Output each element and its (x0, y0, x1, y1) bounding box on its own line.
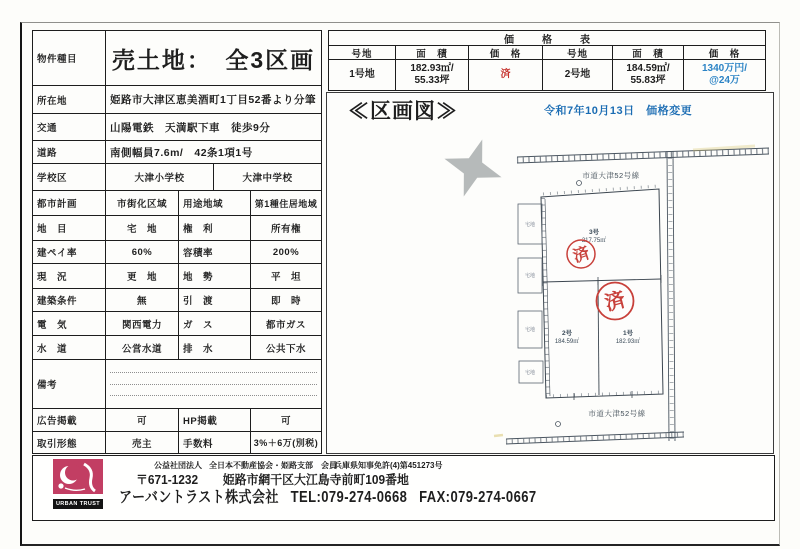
top-road-label: 市道大津52号線 (582, 171, 640, 180)
row-school (33, 164, 321, 191)
row-conditions (33, 289, 321, 312)
header-area: 面 積 (396, 46, 469, 59)
lot1-area: 182.93㎡ (615, 339, 641, 345)
transit-value: 山陽電鉄 天満駅下車 徒歩9分 (110, 121, 271, 134)
row-transaction (33, 432, 321, 453)
handover-value: 即 時 (270, 296, 301, 307)
survey-map (327, 93, 771, 451)
lot3-name: 3号 (588, 229, 600, 236)
zoning-value: 第1種住居地域 (254, 198, 318, 209)
zoning-label: 用途地域 (179, 191, 251, 215)
lot2-area: 184.59㎡ (554, 339, 580, 345)
transit-label: 交通 (33, 114, 106, 140)
school-junior: 大津中学校 (242, 173, 293, 184)
lot2-area-tsubo: 55.83坪 (630, 75, 666, 86)
license-number: 兵庫県知事免許(4)第451273号 (334, 461, 443, 470)
location-value: 姫路市大津区恵美酒町1丁目52番より分筆 (110, 94, 317, 106)
ad-label: 広告掲載 (33, 409, 106, 431)
hp-label: HP掲載 (179, 409, 251, 431)
road-value: 南側幅員7.6m/ 42条1項1号 (110, 146, 253, 159)
memo-dotted-line (110, 362, 317, 373)
floor-ratio-value: 200% (272, 246, 300, 258)
road-label: 道路 (33, 141, 106, 163)
top-road (517, 148, 769, 163)
lot2-area-sqm: 184.59㎡/ (626, 63, 670, 75)
fax: FAX:079-274-0667 (419, 489, 537, 506)
conditions-label: 建築条件 (33, 289, 106, 311)
lot1-area-tsubo: 55.33坪 (414, 75, 450, 86)
association-prefix: 公益社団法人 (154, 461, 202, 470)
header-price: 価 格 (708, 48, 741, 60)
transaction-label: 取引形態 (33, 432, 106, 453)
property-type-label: 物件種目 (33, 31, 106, 85)
postal-code: 〒671-1232 (136, 473, 199, 487)
drainage-value: 公共下水 (265, 343, 306, 355)
floor-ratio-label: 容積率 (179, 241, 251, 263)
lot2-name: 2号 (561, 330, 573, 337)
neighbor-label: 宅地 (524, 327, 536, 333)
row-city-plan (33, 191, 321, 216)
urban-trust-logo-icon (53, 459, 103, 494)
memo-dotted-line (110, 396, 317, 406)
price-change-note: 令和7年10月13日 価格変更 (544, 105, 693, 117)
price-table-title: 価 格 表 (329, 31, 765, 46)
right-road (667, 151, 675, 441)
property-type-value: 売土地： 全3区画 (111, 46, 316, 73)
row-location (33, 86, 321, 114)
neighbor-label: 宅地 (524, 222, 536, 228)
row-water (33, 336, 321, 360)
lot1-name: 1号 (622, 330, 634, 337)
header-lot: 号地 (543, 46, 613, 59)
highlight-mark (494, 435, 503, 436)
company-name: アーバントラスト株式会社 (119, 489, 279, 506)
memo-dotted-line (110, 373, 317, 384)
company-line (119, 485, 548, 507)
rights-label: 権 利 (179, 216, 251, 240)
sold-stamp-text: 済 (571, 244, 592, 266)
land-category-label: 地 目 (33, 216, 106, 240)
lot2-area (613, 60, 684, 90)
lot2-name: 2号地 (543, 60, 613, 90)
neighbor-label: 宅地 (524, 273, 536, 279)
fee-label: 手数料 (179, 432, 251, 453)
terrain-label: 地 勢 (179, 264, 251, 288)
address: 姫路市網干区大江島寺前町109番地 (222, 473, 409, 487)
conditions-value: 無 (106, 289, 179, 311)
water-value: 公営水道 (106, 336, 179, 359)
coverage-value: 60% (106, 241, 179, 263)
electricity-label: 電 気 (33, 312, 106, 335)
sold-stamp-text: 済 (602, 288, 628, 316)
gas-value: 都市ガス (265, 319, 306, 331)
row-transit (33, 114, 321, 141)
gas-label: ガ ス (179, 312, 251, 335)
row-advertising (33, 409, 321, 432)
main-parcel (541, 186, 663, 398)
price-table-header (329, 46, 765, 60)
neighbor-label: 宅地 (524, 370, 536, 376)
memo-dotted-line (110, 385, 317, 396)
row-electricity (33, 312, 321, 336)
neighbor-parcels (518, 204, 543, 383)
city-plan-value: 市街化区域 (106, 191, 179, 215)
terrain-value: 平 坦 (270, 272, 301, 283)
header-price: 価 格 (469, 46, 543, 59)
fee-value: 3%＋6万(別税) (253, 438, 319, 448)
compass-star-icon (435, 130, 511, 206)
location-label: 所在地 (33, 86, 106, 113)
school-elementary: 大津小学校 (106, 164, 214, 190)
status-value: 更 地 (106, 264, 179, 288)
hp-value: 可 (280, 416, 291, 427)
lot3-area: 217.75㎡ (581, 238, 607, 244)
city-plan-label: 都市計画 (33, 191, 106, 215)
row-coverage (33, 241, 321, 264)
survey-point-icon (577, 181, 582, 186)
lot1-area-sqm: 182.93㎡/ (410, 63, 454, 75)
lot2-price-unit: @24万 (709, 75, 740, 86)
row-memo (33, 360, 321, 409)
footer (32, 455, 775, 521)
rights-value: 所有権 (270, 224, 301, 235)
transaction-value: 売主 (106, 432, 179, 453)
company-logo (53, 459, 103, 509)
row-road (33, 141, 321, 164)
memo-label: 備考 (33, 360, 106, 408)
survey-point-icon (556, 422, 561, 427)
electricity-value: 関西電力 (106, 312, 179, 335)
lot2-price (684, 60, 765, 90)
header-area: 面 積 (613, 46, 684, 59)
plot-map-box (326, 92, 774, 454)
property-table (32, 30, 322, 454)
water-label: 水 道 (33, 336, 106, 359)
header-lot: 号地 (329, 46, 396, 59)
logo-caption: URBAN TRUST (53, 499, 103, 509)
ad-value: 可 (106, 409, 179, 431)
row-status (33, 264, 321, 289)
plot-map-title: ≪区画図≫ (348, 100, 458, 123)
row-property-type (33, 31, 321, 86)
land-category-value: 宅 地 (106, 216, 179, 240)
lot2-price-total: 1340万円/ (701, 63, 748, 75)
price-table (328, 30, 766, 91)
lot1-area (396, 60, 469, 90)
drainage-label: 排 水 (179, 336, 251, 359)
bottom-road-label: 市道大津52号線 (588, 409, 646, 418)
price-table-row (329, 60, 765, 90)
handover-label: 引 渡 (179, 289, 251, 311)
lot1-name: 1号地 (329, 60, 396, 90)
bottom-road (506, 432, 684, 444)
telephone: TEL:079-274-0668 (290, 489, 408, 506)
coverage-label: 建ペイ率 (33, 241, 106, 263)
association-membership: 全日本不動産協会・姫路支部 会員 (209, 461, 337, 470)
status-label: 現 況 (33, 264, 106, 288)
memo-lines (106, 360, 321, 408)
school-label: 学校区 (33, 164, 106, 190)
row-land-category (33, 216, 321, 241)
lot1-sold-mark: 済 (469, 60, 543, 90)
